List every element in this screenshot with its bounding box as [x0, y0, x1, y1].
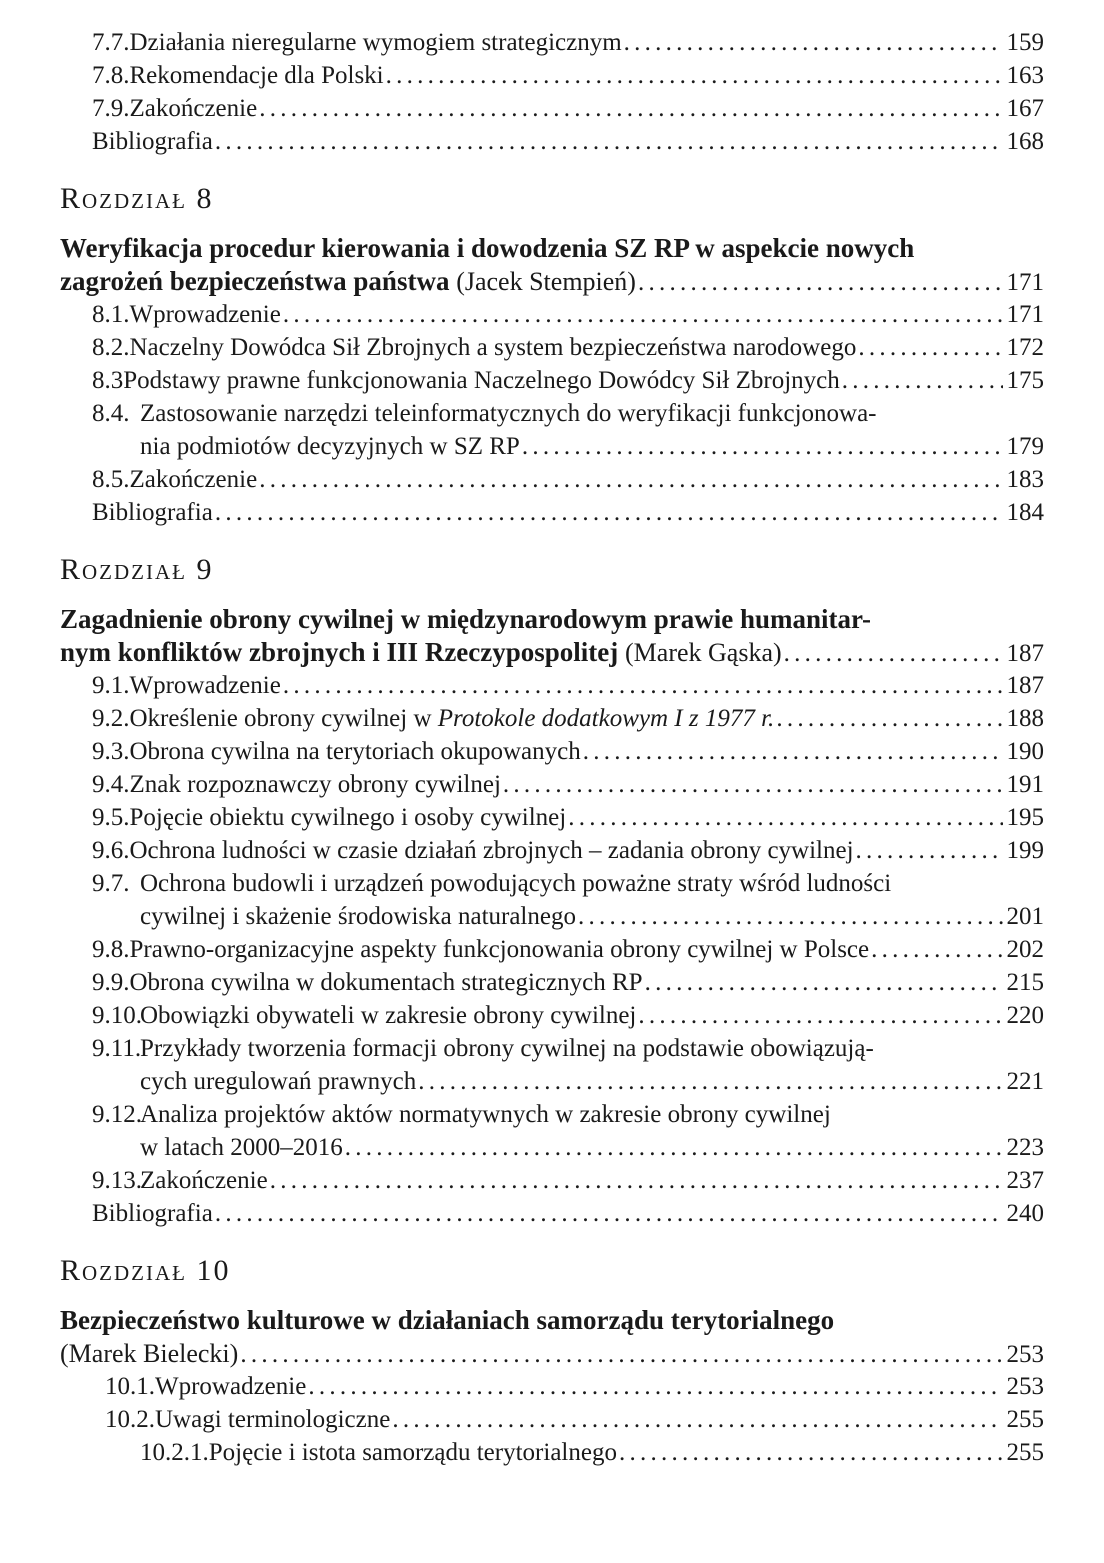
entry-title: Ochrona budowli i urządzeń powodujących poważne straty wśród ludności: [140, 870, 892, 897]
entry-title: Obrona cywilna na terytoriach okupowanych: [129, 738, 581, 765]
entry-page: 191: [1006, 771, 1044, 798]
dot-leader: [259, 463, 1002, 496]
entry-number: 8.5.: [92, 466, 130, 493]
toc-entry-9-12-line1[interactable]: [60, 1098, 1044, 1131]
chapter-10-title-line1[interactable]: Bezpieczeństwo kulturowe w działaniach samorządu terytorialnego: [60, 1305, 835, 1335]
toc-entry-8-4-line1[interactable]: [60, 397, 1044, 430]
toc-entry-9-10[interactable]: [60, 999, 1044, 1032]
entry-number: 9.13.: [92, 1167, 142, 1194]
entry-number: 9.4.: [92, 771, 130, 798]
entry-number: 7.8.: [92, 62, 130, 89]
toc-entry-8-bibliography[interactable]: [60, 496, 1044, 529]
chapter-page: 187: [1006, 640, 1044, 667]
toc-entry-7-9[interactable]: [60, 92, 1044, 125]
entry-page: 172: [1006, 334, 1044, 361]
entry-page: 171: [1006, 301, 1044, 328]
toc-entry-7-bibliography[interactable]: [60, 125, 1044, 158]
toc-entry-8-4-line2[interactable]: [60, 430, 1044, 463]
entry-title: Wprowadzenie: [129, 301, 281, 328]
entry-title: Pojęcie i istota samorządu terytorialnego: [208, 1439, 617, 1466]
toc-entry-9-6[interactable]: [60, 834, 1044, 867]
entry-page: 202: [1006, 936, 1044, 963]
dot-leader: [215, 496, 1003, 529]
entry-title: Przykłady tworzenia formacji obrony cywilnej na podstawie obowiązują-: [140, 1035, 874, 1062]
entry-number: 9.2.: [92, 705, 130, 732]
chapter-author: (Marek Gąska): [625, 638, 782, 667]
entry-title-continued: w latach 2000–2016: [140, 1134, 343, 1161]
dot-leader: [583, 735, 1003, 768]
dot-leader: [871, 933, 1002, 966]
entry-page: 179: [1006, 433, 1044, 460]
entry-page: 163: [1006, 62, 1044, 89]
dot-leader: [270, 1164, 1003, 1197]
chapter-author: (Jacek Stempień): [456, 267, 636, 296]
entry-title: Rekomendacje dla Polski: [129, 62, 384, 89]
dot-leader: [638, 999, 1002, 1032]
chapter-title-text: nym konfliktów zbrojnych i III Rzeczypospolitej: [60, 637, 619, 667]
toc-entry-7-7[interactable]: [60, 26, 1044, 59]
entry-number: 9.12.: [92, 1101, 142, 1128]
toc-entry-10-2-1[interactable]: [60, 1436, 1044, 1469]
toc-entry-9-8[interactable]: [60, 933, 1044, 966]
entry-title: Bibliografia: [92, 128, 213, 155]
entry-page: 188: [1006, 705, 1044, 732]
chapter-page: 171: [1006, 269, 1044, 296]
chapter-9-title-line2[interactable]: [60, 636, 1044, 669]
chapter-author: (Marek Bielecki): [60, 1339, 239, 1368]
dot-leader: [568, 801, 1002, 834]
dot-leader: [624, 26, 1003, 59]
dot-leader: [259, 92, 1002, 125]
entry-page: 167: [1006, 95, 1044, 122]
entry-page: 221: [1006, 1068, 1044, 1095]
toc-entry-7-8[interactable]: [60, 59, 1044, 92]
entry-number: 10.1.: [105, 1373, 155, 1400]
dot-leader: [215, 1197, 1003, 1230]
entry-title-italic: Protokole dodatkowym I z 1977 r.: [437, 705, 775, 732]
toc-entry-8-5[interactable]: [60, 463, 1044, 496]
dot-leader: [283, 669, 1003, 702]
toc-entry-8-1[interactable]: [60, 298, 1044, 331]
entry-title-continued: cywilnej i skażenie środowiska naturalnego: [140, 903, 576, 930]
entry-page: 223: [1006, 1134, 1044, 1161]
entry-number: 10.2.1.: [140, 1439, 209, 1466]
toc-entry-9-2[interactable]: [60, 702, 1044, 735]
chapter-8-heading: Rozdział 8: [60, 182, 214, 215]
entry-number: 8.1.: [92, 301, 130, 328]
chapter-9-title-line1[interactable]: Zagadnienie obrony cywilnej w międzynarodowym prawie humanitar-: [60, 604, 872, 634]
entry-title: Znak rozpoznawczy obrony cywilnej: [129, 771, 501, 798]
dot-leader: [638, 266, 1003, 299]
entry-number: 7.9.: [92, 95, 130, 122]
entry-title: Zastosowanie narzędzi teleinformatycznych do weryfikacji funkcjonowa-: [140, 400, 877, 427]
toc-entry-9-1[interactable]: [60, 669, 1044, 702]
toc-entry-9-3[interactable]: [60, 735, 1044, 768]
dot-leader: [503, 768, 1003, 801]
dot-leader: [283, 298, 1003, 331]
entry-title-continued: cych uregulowań prawnych: [140, 1068, 417, 1095]
dot-leader: [578, 900, 1003, 933]
table-of-contents: [60, 26, 1044, 1469]
entry-title: Obrona cywilna w dokumentach strategicznych RP: [129, 969, 643, 996]
entry-title: Uwagi terminologiczne: [155, 1406, 391, 1433]
entry-number: 9.10.: [92, 1002, 142, 1029]
dot-leader: [418, 1065, 1002, 1098]
entry-number: 9.7.: [92, 870, 130, 897]
entry-page: 237: [1006, 1167, 1044, 1194]
dot-leader: [392, 1403, 1002, 1436]
entry-page: 215: [1006, 969, 1044, 996]
entry-title: Ochrona ludności w czasie działań zbrojnych – zadania obrony cywilnej: [129, 837, 854, 864]
toc-entry-9-11-line2[interactable]: [60, 1065, 1044, 1098]
entry-page: 195: [1006, 804, 1044, 831]
toc-entry-9-7-line1[interactable]: [60, 867, 1044, 900]
toc-entry-9-12-line2[interactable]: [60, 1131, 1044, 1164]
entry-page: 255: [1006, 1406, 1044, 1433]
entry-page: 255: [1006, 1439, 1044, 1466]
entry-title: Działania nieregularne wymogiem strategicznym: [129, 29, 622, 56]
entry-number: 9.3.: [92, 738, 130, 765]
entry-title: Zakończenie: [140, 1167, 268, 1194]
dot-leader: [858, 331, 1002, 364]
toc-entry-9-11-line1[interactable]: [60, 1032, 1044, 1065]
dot-leader: [345, 1131, 1003, 1164]
entry-title: Wprowadzenie: [155, 1373, 307, 1400]
entry-page: 190: [1006, 738, 1044, 765]
chapter-page: 253: [1006, 1341, 1044, 1368]
toc-entry-9-13[interactable]: [60, 1164, 1044, 1197]
entry-title: Bibliografia: [92, 499, 213, 526]
dot-leader: [856, 834, 1003, 867]
entry-page: 199: [1006, 837, 1044, 864]
dot-leader: [619, 1436, 1003, 1469]
entry-title-regular: Określenie obrony cywilnej w: [129, 705, 432, 732]
toc-entry-10-2[interactable]: [60, 1403, 1044, 1436]
entry-page: 159: [1006, 29, 1044, 56]
chapter-title-text: zagrożeń bezpieczeństwa państwa: [60, 266, 450, 296]
entry-title: Obowiązki obywateli w zakresie obrony cywilnej: [140, 1002, 637, 1029]
entry-page: 187: [1006, 672, 1044, 699]
dot-leader: [308, 1370, 1002, 1403]
entry-number: 9.1.: [92, 672, 130, 699]
entry-page: 253: [1006, 1373, 1044, 1400]
chapter-8-title-line2[interactable]: [60, 265, 1044, 298]
dot-leader: [215, 125, 1003, 158]
chapter-9-heading: Rozdział 9: [60, 553, 214, 586]
entry-title: [130, 702, 775, 735]
entry-number: 8.2.: [92, 334, 130, 361]
entry-title: Pojęcie obiektu cywilnego i osoby cywilnej: [129, 804, 567, 831]
entry-title: Podstawy prawne funkcjonowania Naczelnego Dowódcy Sił Zbrojnych: [123, 367, 840, 394]
entry-page: 183: [1006, 466, 1044, 493]
toc-entry-9-bibliography[interactable]: [60, 1197, 1044, 1230]
entry-number: 10.2.: [105, 1406, 155, 1433]
toc-entry-8-3[interactable]: [60, 364, 1044, 397]
toc-entry-9-7-line2[interactable]: [60, 900, 1044, 933]
entry-page: 240: [1006, 1200, 1044, 1227]
entry-title: Wprowadzenie: [129, 672, 281, 699]
entry-number: 9.9.: [92, 969, 130, 996]
toc-entry-9-9[interactable]: [60, 966, 1044, 999]
chapter-8-title-line1[interactable]: Weryfikacja procedur kierowania i dowodzenia SZ RP w aspekcie nowych: [60, 233, 915, 263]
dot-leader: [240, 1338, 1002, 1371]
entry-number: 8.3: [92, 367, 124, 394]
entry-title: Naczelny Dowódca Sił Zbrojnych a system bezpieczeństwa narodowego: [129, 334, 857, 361]
entry-number: 9.11.: [92, 1035, 142, 1062]
chapter-10-title-line2[interactable]: [60, 1337, 1044, 1370]
dot-leader: [776, 702, 1002, 735]
entry-title: Bibliografia: [92, 1200, 213, 1227]
chapter-10-heading: Rozdział 10: [60, 1254, 231, 1287]
toc-entry-8-2[interactable]: [60, 331, 1044, 364]
entry-number: 9.5.: [92, 804, 130, 831]
entry-number: 8.4.: [92, 400, 130, 427]
entry-title-continued: nia podmiotów decyzyjnych w SZ RP: [140, 433, 520, 460]
dot-leader: [645, 966, 1003, 999]
toc-entry-9-5[interactable]: [60, 801, 1044, 834]
toc-entry-9-4[interactable]: [60, 768, 1044, 801]
entry-page: 220: [1006, 1002, 1044, 1029]
dot-leader: [386, 59, 1003, 92]
entry-page: 201: [1006, 903, 1044, 930]
entry-title: Zakończenie: [129, 95, 258, 122]
entry-title: Prawno-organizacyjne aspekty funkcjonowania obrony cywilnej w Polsce: [129, 936, 870, 963]
entry-number: 9.6.: [92, 837, 130, 864]
dot-leader: [522, 430, 1003, 463]
dot-leader: [784, 637, 1003, 670]
entry-number: 9.8.: [92, 936, 130, 963]
dot-leader: [842, 364, 1003, 397]
entry-title: Zakończenie: [129, 466, 258, 493]
entry-title: Analiza projektów aktów normatywnych w zakresie obrony cywilnej: [140, 1101, 831, 1128]
entry-page: 175: [1006, 367, 1044, 394]
entry-number: 7.7.: [92, 29, 130, 56]
entry-page: 184: [1006, 499, 1044, 526]
entry-page: 168: [1006, 128, 1044, 155]
toc-entry-10-1[interactable]: [60, 1370, 1044, 1403]
